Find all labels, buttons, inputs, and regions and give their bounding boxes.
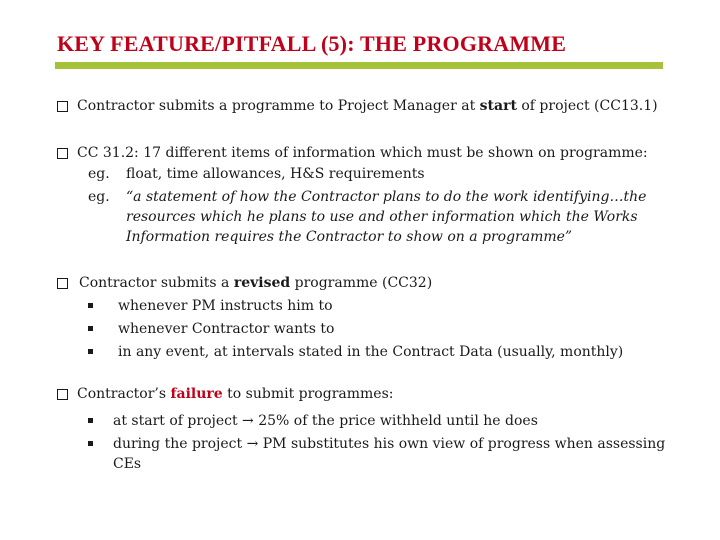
square-bullet-icon bbox=[88, 326, 93, 331]
checkbox-bullet-icon bbox=[57, 389, 68, 400]
square-bullet-icon bbox=[88, 349, 93, 354]
failure-emphasis: failure bbox=[170, 386, 223, 402]
bullet-2-text: CC 31.2: 17 different items of information which must be shown on programme: bbox=[77, 145, 648, 161]
checkbox-bullet-icon bbox=[57, 278, 68, 289]
eg-1-text: float, time allowances, H&S requirements bbox=[126, 166, 425, 182]
revised-emphasis: revised bbox=[233, 275, 291, 291]
start-emphasis: start bbox=[479, 98, 517, 114]
sub-bullet-text: at start of project → 25% of the price withheld until he does bbox=[113, 413, 538, 429]
bullet-1-text: Contractor submits a programme to Project Manager at start of project (CC13.1) bbox=[77, 98, 658, 114]
eg-label: eg. bbox=[88, 166, 110, 182]
checkbox-bullet-icon bbox=[57, 101, 68, 112]
sub-bullet-text: in any event, at intervals stated in the Contract Data (usually, monthly) bbox=[118, 344, 624, 360]
square-bullet-icon bbox=[88, 303, 93, 308]
square-bullet-icon bbox=[88, 441, 93, 446]
sub-bullet-text: whenever Contractor wants to bbox=[118, 321, 335, 337]
checkbox-bullet-icon bbox=[57, 148, 68, 159]
title-underline bbox=[55, 62, 663, 69]
square-bullet-icon bbox=[88, 418, 93, 423]
eg-label: eg. bbox=[88, 189, 110, 205]
sub-bullet-text: during the project → PM substitutes his own view of progress when assessing bbox=[113, 436, 666, 452]
eg-2-quote-line-2: resources which he plans to use and other information which the Works bbox=[126, 209, 638, 225]
eg-2-quote-line-1: “a statement of how the Contractor plans to do the work identifying…the bbox=[126, 189, 647, 205]
slide-title: KEY FEATURE/PITFALL (5): THE PROGRAMME bbox=[57, 31, 567, 56]
bullet-3-text: Contractor submits a revised programme (CC32) bbox=[79, 275, 433, 291]
sub-bullet-text-continued: CEs bbox=[113, 456, 142, 472]
eg-2-quote-line-3: Information requires the Contractor to show on a programme” bbox=[126, 229, 573, 245]
sub-bullet-text: whenever PM instructs him to bbox=[118, 298, 333, 314]
bullet-4-text: Contractor’s failure to submit programmes: bbox=[77, 386, 394, 402]
